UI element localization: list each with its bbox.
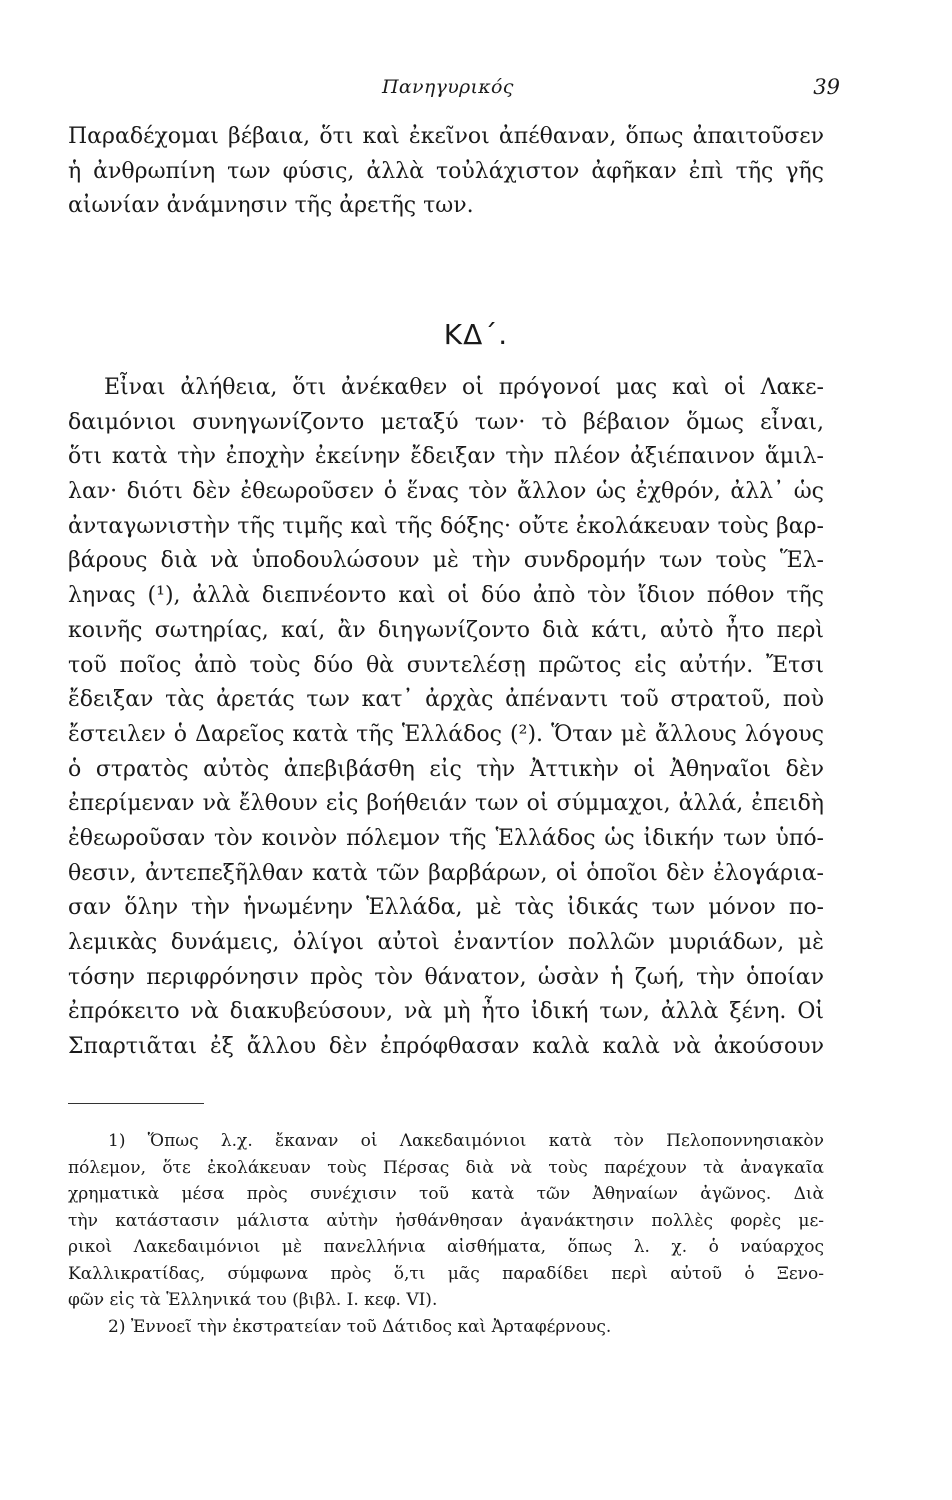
footnote-line: χρηματικὰ μέσα πρὸς συνέχισιν τοῦ κατὰ τῶν Ἀθηναίων ἀγῶνος. Διὰ — [68, 1184, 824, 1204]
text-line: ὁ στρατὸς αὐτὸς ἀπεβιβάσθη εἰς τὴν Ἀττικὴν οἱ Ἀθηναῖοι δὲν — [68, 756, 824, 782]
text-line: ληνας (¹), ἀλλὰ διεπνέοντο καὶ οἱ δύο ἀπὸ τὸν ἴδιον πόθον τῆς — [68, 583, 824, 609]
footnote-line: 1) Ὅπως λ.χ. ἔκαναν οἱ Λακεδαιμόνιοι κατὰ τὸν Πελοποννησιακὸν — [108, 1131, 824, 1151]
text-line: ὅτι κατὰ τὴν ἐποχὴν ἐκείνην ἔδειξαν τὴν πλέον ἀξιέπαινον ἅμιλ- — [68, 444, 824, 470]
footnote-line: τὴν κατάστασιν μάλιστα αὐτὴν ἠσθάνθησαν ἀγανάκτησιν πολλὲς φορὲς με- — [68, 1210, 824, 1231]
text-line: λεμικὰς δυνάμεις, ὀλίγοι αὐτοὶ ἐναντίον πολλῶν μυριάδων, μὲ — [68, 930, 824, 955]
section-heading: ΚΔ΄. — [443, 318, 509, 351]
footnote-line: ρικοὶ Λακεδαιμόνιοι μὲ πανελλήνια αἰσθήματα, ὅπως λ. χ. ὁ ναύαρχος — [68, 1237, 824, 1257]
text-line: βάρους διὰ νὰ ὑποδουλώσουν μὲ τὴν συνδρομήν των τοὺς Ἕλ- — [68, 548, 824, 574]
text-line: Εἶναι ἀλήθεια, ὅτι ἀνέκαθεν οἱ πρόγονοί μας καὶ οἱ Λακε- — [104, 375, 824, 400]
text-line: τόσην περιφρόνησιν πρὸς τὸν θάνατον, ὡσὰν ἡ ζωή, τὴν ὁποίαν — [68, 964, 824, 990]
footnote-line: φῶν εἰς τὰ Ἑλληνικά του (βιβλ. I. κεφ. VI). — [68, 1290, 438, 1310]
text-line: ἔδειξαν τὰς ἀρετάς των κατ᾽ ἀρχὰς ἀπέναντι τοῦ στρατοῦ, ποὺ — [68, 687, 824, 713]
main-paragraph — [68, 371, 824, 1065]
text-line: ἀνταγωνιστὴν τῆς τιμῆς καὶ τῆς δόξης· οὔτε ἐκολάκευαν τοὺς βαρ- — [68, 513, 824, 539]
text-line: λαν· διότι δὲν ἐθεωροῦσεν ὁ ἕνας τὸν ἄλλον ὡς ἐχθρόν, ἀλλ᾽ ὡς — [68, 479, 824, 505]
text-line: ἐπερίμεναν νὰ ἔλθουν εἰς βοήθειάν των οἱ σύμμαχοι, ἀλλά, ἐπειδὴ — [68, 791, 824, 817]
text-line: κοινῆς σωτηρίας, καί, ἂν διηγωνίζοντο διὰ κάτι, αὐτὸ ἦτο περὶ — [68, 617, 824, 643]
text-line: ἐθεωροῦσαν τὸν κοινὸν πόλεμον τῆς Ἑλλάδος ὡς ἰδικήν των ὑπό- — [68, 825, 824, 851]
text-line: θεσιν, ἀντεπεξῆλθαν κατὰ τῶν βαρβάρων, οἱ ὁποῖοι δὲν ἐλογάρια- — [68, 860, 824, 886]
page-number: 39 — [813, 75, 840, 99]
text-line: αἰωνίαν ἀνάμνησιν τῆς ἀρετῆς των. — [68, 193, 474, 219]
footnotes — [68, 1128, 824, 1340]
text-line: σαν ὅλην τὴν ἡνωμένην Ἑλλάδα, μὲ τὰς ἰδικάς των μόνον πο- — [68, 895, 824, 921]
text-line: ἔστειλεν ὁ Δαρεῖος κατὰ τῆς Ἑλλάδος (²). Ὅταν μὲ ἄλλους λόγους — [68, 721, 824, 747]
footnote-divider — [68, 1103, 204, 1104]
footnote-line: 2) Ἐννοεῖ τὴν ἐκστρατείαν τοῦ Δάτιδος καὶ Ἀρταφέρνους. — [108, 1316, 612, 1337]
text-line: δαιμόνιοι συνηγωνίζοντο μεταξύ των· τὸ βέβαιον ὅμως εἶναι, — [68, 409, 824, 435]
text-line: Παραδέχομαι βέβαια, ὅτι καὶ ἐκεῖνοι ἀπέθαναν, ὅπως ἀπαιτοῦσεν — [68, 124, 824, 149]
text-line: ἐπρόκειτο νὰ διακυβεύσουν, νὰ μὴ ἦτο ἰδική των, ἀλλὰ ξένη. Οἱ — [68, 999, 824, 1025]
running-title: Πανηγυρικός — [382, 76, 514, 98]
running-header — [370, 70, 840, 106]
footnote-line: Καλλικρατίδας, σύμφωνα πρὸς ὅ,τι μᾶς παραδίδει περὶ αὐτοῦ ὁ Ξενο- — [68, 1263, 824, 1284]
footnote-line: πόλεμον, ὅτε ἐκολάκευαν τοὺς Πέρσας διὰ νὰ τοὺς παρέχουν τὰ ἀναγκαῖα — [68, 1157, 824, 1178]
text-line: Σπαρτιᾶται ἐξ ἄλλου δὲν ἐπρόφθασαν καλὰ καλὰ νὰ ἀκούσουν — [68, 1034, 824, 1060]
text-line: ἡ ἀνθρωπίνη των φύσις, ἀλλὰ τοὐλάχιστον ἀφῆκαν ἐπὶ τῆς γῆς — [68, 158, 824, 184]
intro-paragraph — [68, 120, 824, 224]
text-line: τοῦ ποῖος ἀπὸ τοὺς δύο θὰ συντελέσῃ πρῶτος εἰς αὐτήν. Ἔτσι — [68, 652, 824, 678]
